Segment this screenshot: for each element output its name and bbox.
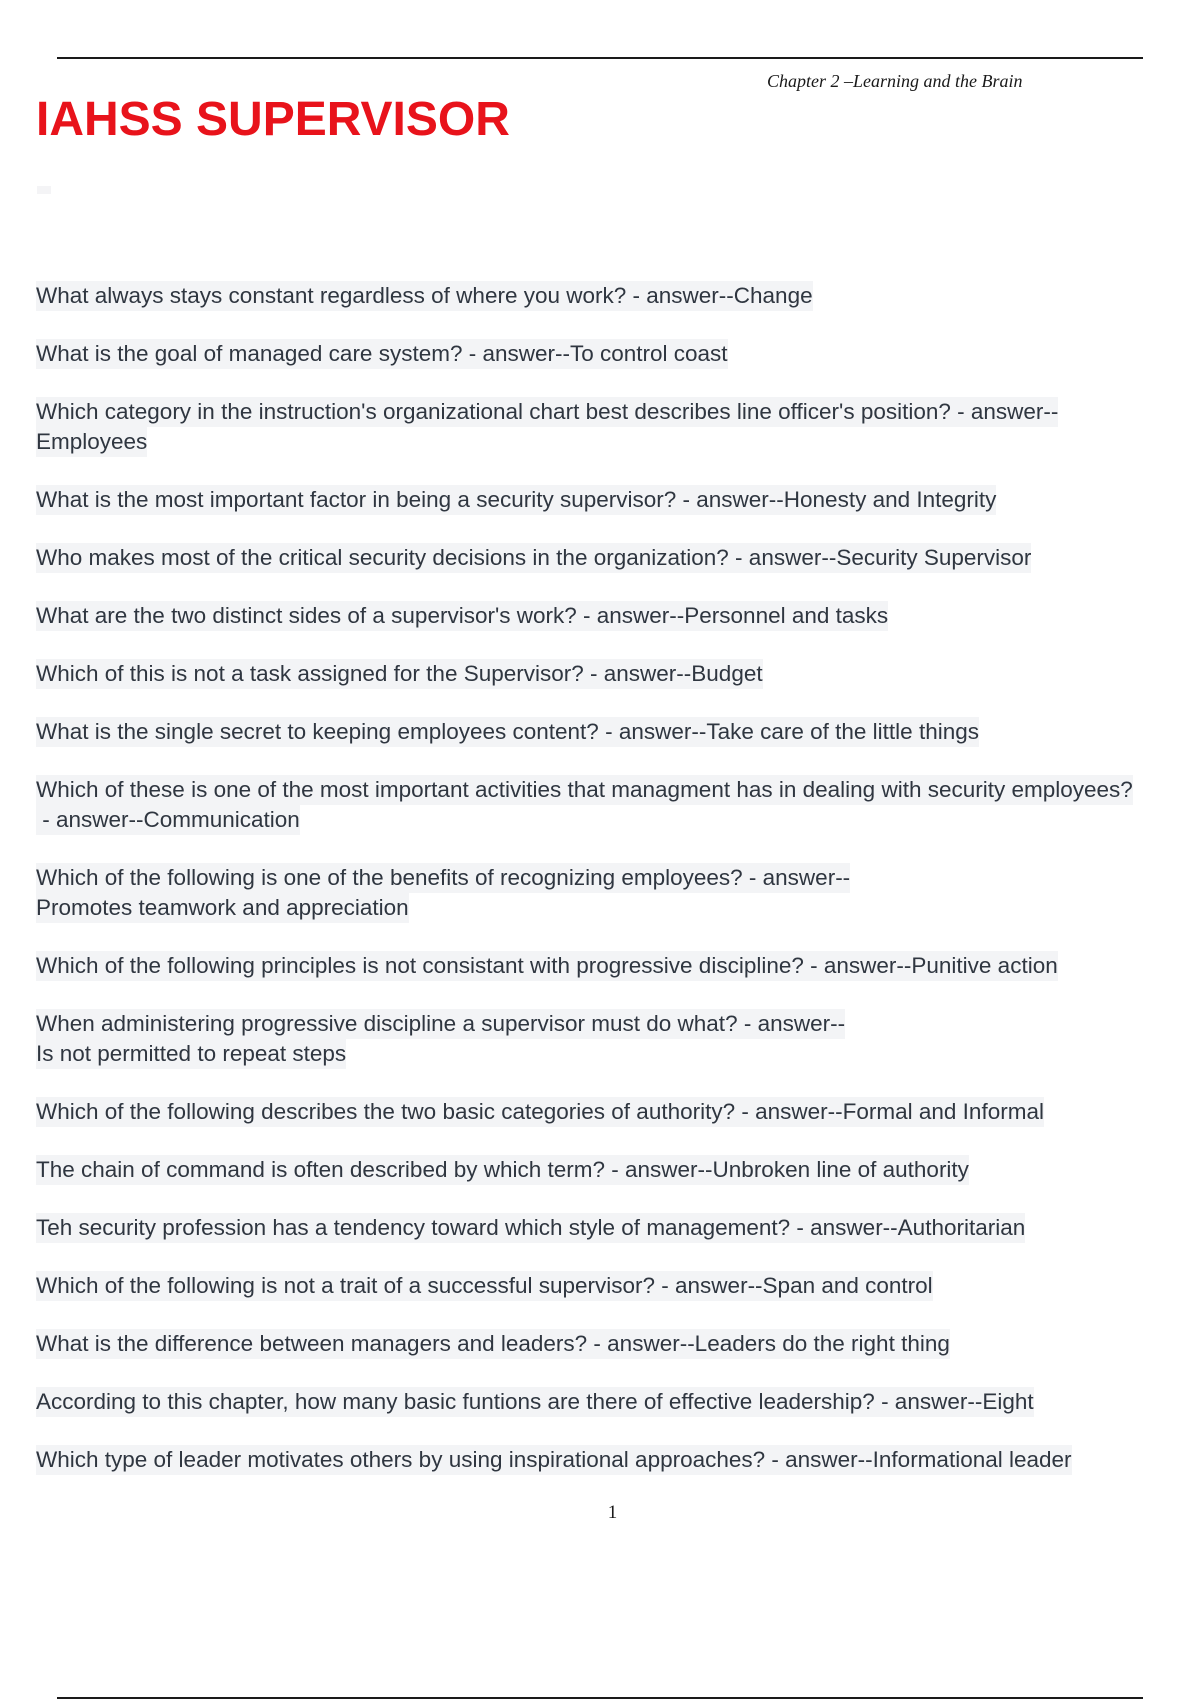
qa-text: What is the goal of managed care system? - answer--To control coast	[36, 339, 728, 369]
chapter-heading: Chapter 2 –Learning and the Brain	[767, 71, 1023, 91]
qa-text: When administering progressive discipline a supervisor must do what? - answer--	[36, 1009, 845, 1039]
text-marker	[37, 186, 51, 194]
qa-item	[36, 717, 1196, 747]
qa-text: Which of these is one of the most important activities that managment has in dealing with security employees?	[36, 775, 1133, 805]
qa-item	[36, 1009, 1196, 1069]
qa-text: Teh security profession has a tendency toward which style of management? - answer--Authoritarian	[36, 1213, 1025, 1243]
qa-text: What are the two distinct sides of a supervisor's work? - answer--Personnel and tasks	[36, 601, 888, 631]
qa-text: Promotes teamwork and appreciation	[36, 893, 409, 923]
qa-item	[36, 543, 1196, 573]
qa-item	[36, 1329, 1196, 1359]
qa-text: Which category in the instruction's organizational chart best describes line officer's position? - answer--	[36, 397, 1058, 427]
qa-text: The chain of command is often described by which term? - answer--Unbroken line of authority	[36, 1155, 969, 1185]
qa-text: Which type of leader motivates others by using inspirational approaches? - answer--Informational leader	[36, 1445, 1072, 1475]
qa-item	[36, 397, 1196, 457]
qa-text: What is the most important factor in being a security supervisor? - answer--Honesty and Integrity	[36, 485, 996, 515]
qa-text: Which of this is not a task assigned for the Supervisor? - answer--Budget	[36, 659, 763, 689]
qa-item	[36, 1155, 1196, 1185]
qa-item	[36, 485, 1196, 515]
page-number: 1	[607, 1502, 618, 1523]
qa-text: Which of the following is not a trait of a successful supervisor? - answer--Span and control	[36, 1271, 933, 1301]
qa-text: According to this chapter, how many basic funtions are there of effective leadership? - answer--Eight	[36, 1387, 1034, 1417]
qa-item	[36, 1271, 1196, 1301]
qa-item	[36, 1445, 1196, 1475]
qa-item	[36, 281, 1196, 311]
footer-rule	[57, 1697, 1143, 1699]
header-rule	[57, 57, 1143, 59]
qa-text: What always stays constant regardless of where you work? - answer--Change	[36, 281, 813, 311]
qa-item	[36, 1097, 1196, 1127]
qa-item	[36, 339, 1196, 369]
qa-text: Is not permitted to repeat steps	[36, 1039, 346, 1069]
qa-text: What is the difference between managers and leaders? - answer--Leaders do the right thing	[36, 1329, 950, 1359]
qa-item	[36, 659, 1196, 689]
qa-list	[36, 281, 1196, 1503]
qa-text: Who makes most of the critical security decisions in the organization? - answer--Security Supervisor	[36, 543, 1031, 573]
document-title: IAHSS SUPERVISOR	[36, 93, 510, 146]
qa-text: Which of the following is one of the benefits of recognizing employees? - answer--	[36, 863, 850, 893]
qa-text: Which of the following principles is not consistant with progressive discipline? - answer--Punitive action	[36, 951, 1058, 981]
qa-text: What is the single secret to keeping employees content? - answer--Take care of the little things	[36, 717, 979, 747]
qa-item	[36, 951, 1196, 981]
qa-text: Employees	[36, 427, 147, 457]
qa-item	[36, 775, 1196, 835]
qa-item	[36, 1213, 1196, 1243]
qa-text: Which of the following describes the two basic categories of authority? - answer--Formal and Informal	[36, 1097, 1044, 1127]
qa-text: - answer--Communication	[36, 805, 300, 835]
qa-item	[36, 1387, 1196, 1417]
qa-item	[36, 601, 1196, 631]
qa-item	[36, 863, 1196, 923]
